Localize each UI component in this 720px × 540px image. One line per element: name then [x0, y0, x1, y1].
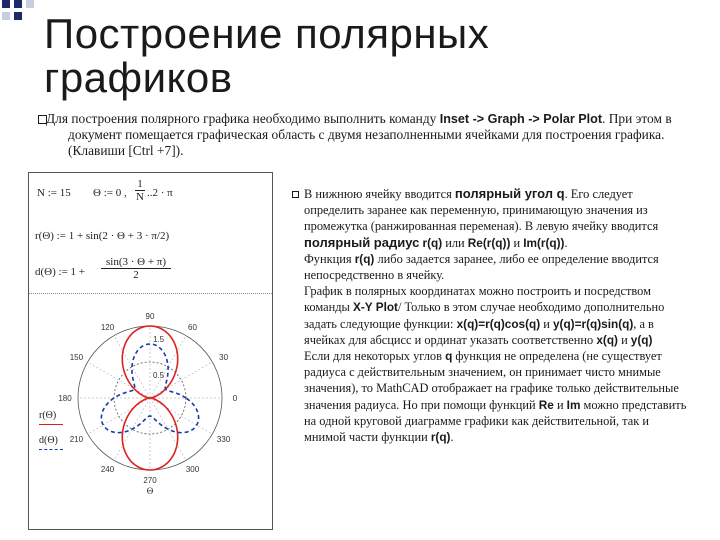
polar-plot[interactable] [29, 293, 272, 529]
angle-label: 150 [69, 353, 84, 362]
angle-label: 270 [143, 476, 157, 485]
grid-spoke [150, 362, 212, 398]
grid-spoke [88, 398, 150, 434]
formula-n: N := 15 [37, 187, 71, 199]
polar-curves [101, 326, 198, 470]
term-polar-radius: полярный радиус [304, 234, 420, 250]
description-block: В нижнюю ячейку вводится полярный угол q. Его следует определить заранее как переменную, принимающую значения из промежутка (ранжированная переменая). В левую ячейку вводится полярный радиус r(q) или Re(r(q)) и Im(r(q)). Функция r(q) либо задается заранее, либо ее определение вводится непосредственно в ячейку. График в полярных координатах можно построить и посредством команды X-Y Plot/ Только в этом случае необходимо дополнительно задать следующие функции: x(q)=r(q)cos(q) и y(q)=r(q)sin(q), а в ячейках для абсцисс и ординат указать соответственно x(q) и y(q) Если для некоторых углов q функция не определена (не существует радиуса с действительным значением, он принимает чисто мнимые значения), то MathCAD отображает на графике только действительные значения радиуса. Но при помощи функций Re и Im можно представить на одной круговой диаграмме графики как действительной, так и мнимой части функции r(q). [292, 186, 692, 445]
corner-decoration-square [2, 12, 10, 20]
grid-spoke [150, 398, 212, 434]
slide-title: Построение полярных графиков [44, 10, 490, 101]
bullet-square-icon [38, 115, 47, 124]
angle-label: 90 [145, 312, 155, 321]
angle-label: 240 [100, 465, 115, 475]
legend-d: d(Θ) [39, 435, 58, 446]
corner-decoration-square [26, 0, 34, 8]
mathcad-worksheet-panel [28, 172, 273, 530]
term-polar-angle: полярный угол q [454, 186, 565, 201]
formula-d-fraction: sin(3 · Θ + π) 2 [101, 256, 171, 281]
radial-label: 0.5 [153, 371, 165, 380]
formula-r: r(Θ) := 1 + sin(2 · Θ + 3 · π/2) [35, 230, 170, 242]
formula-theta-range: ..2 · π [147, 187, 173, 199]
angle-label: 60 [188, 322, 197, 332]
polar-angle-labels [58, 312, 237, 496]
angle-label: 300 [185, 465, 200, 475]
bullet-square-icon [292, 191, 299, 198]
intro-text: Для построения полярного графика необходимо выполнить команду [46, 111, 440, 126]
angle-label: 330 [216, 435, 231, 444]
angle-label: 120 [100, 322, 115, 332]
grid-spoke [88, 362, 150, 398]
formula-d-lhs: d(Θ) := 1 + [35, 266, 85, 278]
intro-text: . При этом в документ помещается графическая область с двумя незаполненными ячейками для построения графика. (Клавиши [Ctrl +7]). [68, 111, 672, 158]
angle-label: 30 [219, 353, 229, 362]
corner-decoration-square [2, 0, 10, 8]
formula-theta: Θ := 0 , [93, 187, 127, 199]
radial-label: 1.5 [153, 335, 165, 344]
corner-decoration-square [14, 0, 22, 8]
angle-label: 210 [69, 435, 84, 444]
menu-command: Inset -> Graph -> Polar Plot [439, 112, 603, 126]
axis-label: Θ [146, 486, 154, 496]
angle-label: 180 [58, 394, 72, 403]
legend-r-swatch [39, 424, 63, 425]
legend-r: r(Θ) [39, 410, 57, 421]
legend-d-swatch [39, 449, 63, 450]
command-xy-plot: X-Y Plot [352, 300, 398, 315]
formula-theta-fraction: 1 N [136, 178, 144, 203]
angle-label: 0 [232, 394, 238, 403]
curve-r [122, 326, 177, 470]
intro-paragraph [40, 111, 690, 159]
corner-decoration-square [14, 12, 22, 20]
